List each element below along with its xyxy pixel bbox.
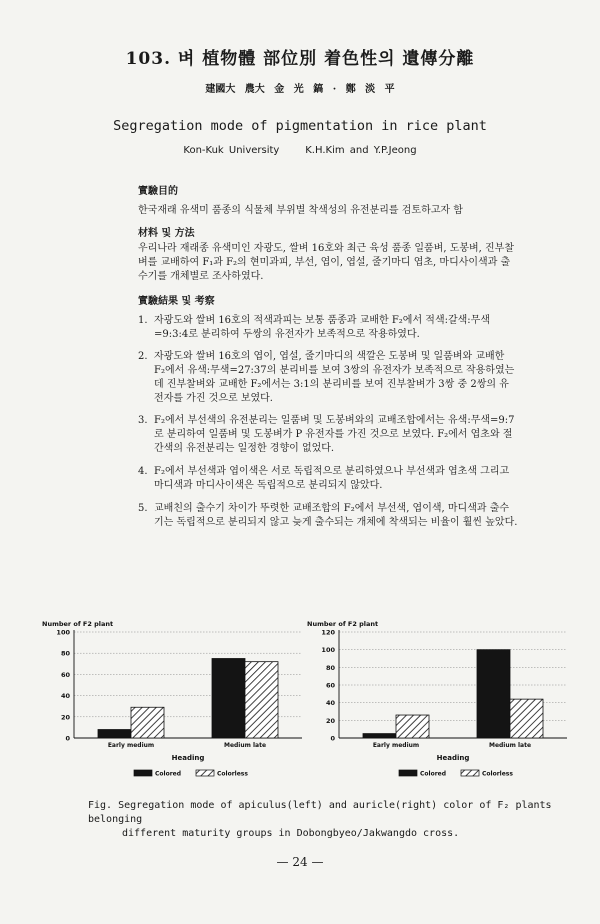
page-number: — 24 — bbox=[276, 855, 324, 869]
authors-english bbox=[0, 145, 600, 156]
results-heading: 實驗結果 및 考察 bbox=[138, 296, 215, 307]
y-tick-label: 0 bbox=[65, 734, 70, 743]
result-item bbox=[138, 350, 518, 406]
y-tick-label: 20 bbox=[325, 716, 335, 725]
x-category-label: Early medium bbox=[107, 742, 155, 749]
bar-colorless bbox=[245, 662, 278, 738]
result-text: 자광도와 쌀벼 16호의 적색과피는 보통 품종과 교배한 F₂에서 적색:갈색:무색=9:3:4로 분리하여 두쌍의 유전자가 보족적으로 작용하였다. bbox=[154, 315, 490, 340]
apiculus-color-chart bbox=[40, 618, 310, 788]
y-tick-label: 80 bbox=[60, 649, 70, 658]
result-item bbox=[138, 314, 518, 342]
x-axis-label: Heading bbox=[171, 754, 205, 762]
result-item bbox=[138, 414, 518, 456]
y-tick-label: 100 bbox=[56, 628, 70, 637]
chart-title: Number of F2 plant bbox=[42, 620, 114, 628]
result-item bbox=[138, 465, 518, 493]
purpose-text: 한국재래 유색미 품종의 식물체 부위별 착색성의 유전분리를 검토하고자 함 bbox=[138, 205, 463, 216]
bar-colored bbox=[98, 730, 131, 738]
legend-swatch-colored bbox=[399, 770, 417, 776]
caption-line-2: different maturity groups in Dobongbyeo/Jakwangdo cross. bbox=[122, 828, 460, 839]
purpose-heading: 實驗目的 bbox=[138, 186, 178, 197]
bar-colored bbox=[363, 734, 396, 738]
legend-label: Colorless bbox=[217, 770, 248, 778]
y-tick-label: 40 bbox=[325, 699, 335, 708]
y-tick-label: 60 bbox=[60, 670, 70, 679]
legend-label: Colorless bbox=[482, 770, 513, 778]
bar-colorless bbox=[510, 699, 543, 738]
result-number: 2. bbox=[138, 351, 148, 362]
result-text: F₂에서 부선색의 유전분리는 일품벼 및 도봉벼와의 교배조합에서는 유색:무색=9:7로 분리하여 일품벼 및 도봉벼가 P 유전자를 가진 것으로 보였다. F₂에서 엽초와 절간색의 유전분리는 일정한 경향이 없었다. bbox=[154, 415, 515, 454]
figure-caption bbox=[88, 799, 558, 841]
paper-title-korean: 103. 벼 植物體 部位別 着色性의 遺傳分離 bbox=[125, 49, 475, 69]
legend-swatch-colored bbox=[134, 770, 152, 776]
affiliation: Kon-Kuk University bbox=[183, 145, 280, 156]
materials-text: 우리나라 재래종 유색미인 자광도, 쌀벼 16호와 최근 육성 품종 일품벼, 도봉벼, 진부찰벼를 교배하여 F₁과 F₂의 현미과피, 부선, 엽이, 엽설, 줄기마디 엽초, 마디사이색과 출수기를 개체별로 조사하였다. bbox=[138, 243, 515, 282]
materials-heading: 材料 및 方法 bbox=[138, 228, 195, 239]
result-item bbox=[138, 502, 518, 530]
bar-colorless bbox=[131, 707, 164, 738]
y-tick-label: 60 bbox=[325, 681, 335, 690]
y-tick-label: 80 bbox=[325, 663, 335, 672]
y-tick-label: 0 bbox=[330, 734, 335, 743]
result-number: 5. bbox=[138, 503, 148, 514]
legend-swatch-colorless bbox=[461, 770, 479, 776]
bar-colorless bbox=[396, 715, 429, 738]
author-names: K.H.Kim and Y.P.Jeong bbox=[305, 145, 417, 156]
x-axis-label: Heading bbox=[436, 754, 470, 762]
chart-title: Number of F2 plant bbox=[307, 620, 379, 628]
y-tick-label: 40 bbox=[60, 692, 70, 701]
paper-title-english: Segregation mode of pigmentation in rice plant bbox=[113, 118, 487, 134]
result-number: 3. bbox=[138, 415, 148, 426]
x-category-label: Medium late bbox=[223, 742, 267, 749]
result-number: 1. bbox=[138, 315, 148, 326]
legend-label: Colored bbox=[155, 770, 182, 778]
y-tick-label: 100 bbox=[321, 646, 335, 655]
bar-colored bbox=[477, 650, 510, 738]
x-category-label: Medium late bbox=[488, 742, 532, 749]
result-number: 4. bbox=[138, 466, 148, 477]
authors-korean: 建國大 農大 金 光 鎬 · 鄭 淡 平 bbox=[205, 84, 395, 95]
result-text: 교배친의 출수기 차이가 뚜렷한 교배조합의 F₂에서 부선색, 엽이색, 마디색과 출수기는 독립적으로 분리되지 않고 늦게 출수되는 개체에 착색되는 비율이 훨씬 높았다. bbox=[154, 503, 518, 528]
result-text: 자광도와 쌀벼 16호의 엽이, 엽설, 줄기마디의 색깔은 도봉벼 및 일품벼와 교배한 F₂에서 유색:무색=27:37의 분리비를 보여 3쌍의 유전자가 보족적으로 작용하였는데 진부찰벼와 교배한 F₂에서는 3:1의 분리비를 보여 진부찰벼가 3쌍 중 2쌍의 유전자를 가진 것으로 보였다. bbox=[154, 351, 515, 404]
caption-line-1: Fig. Segregation mode of apiculus(left) and auricle(right) color of F₂ plants belonging bbox=[88, 800, 552, 825]
x-category-label: Early medium bbox=[372, 742, 420, 749]
auricle-color-chart bbox=[305, 618, 575, 788]
bar-colored bbox=[212, 659, 245, 739]
legend-swatch-colorless bbox=[196, 770, 214, 776]
y-tick-label: 20 bbox=[60, 713, 70, 722]
legend-label: Colored bbox=[420, 770, 447, 778]
result-text: F₂에서 부선색과 엽이색은 서로 독립적으로 분리하였으나 부선색과 엽초색 그리고 마디색과 마디사이색은 독립적으로 분리되지 않았다. bbox=[154, 466, 510, 491]
y-tick-label: 120 bbox=[321, 628, 335, 637]
